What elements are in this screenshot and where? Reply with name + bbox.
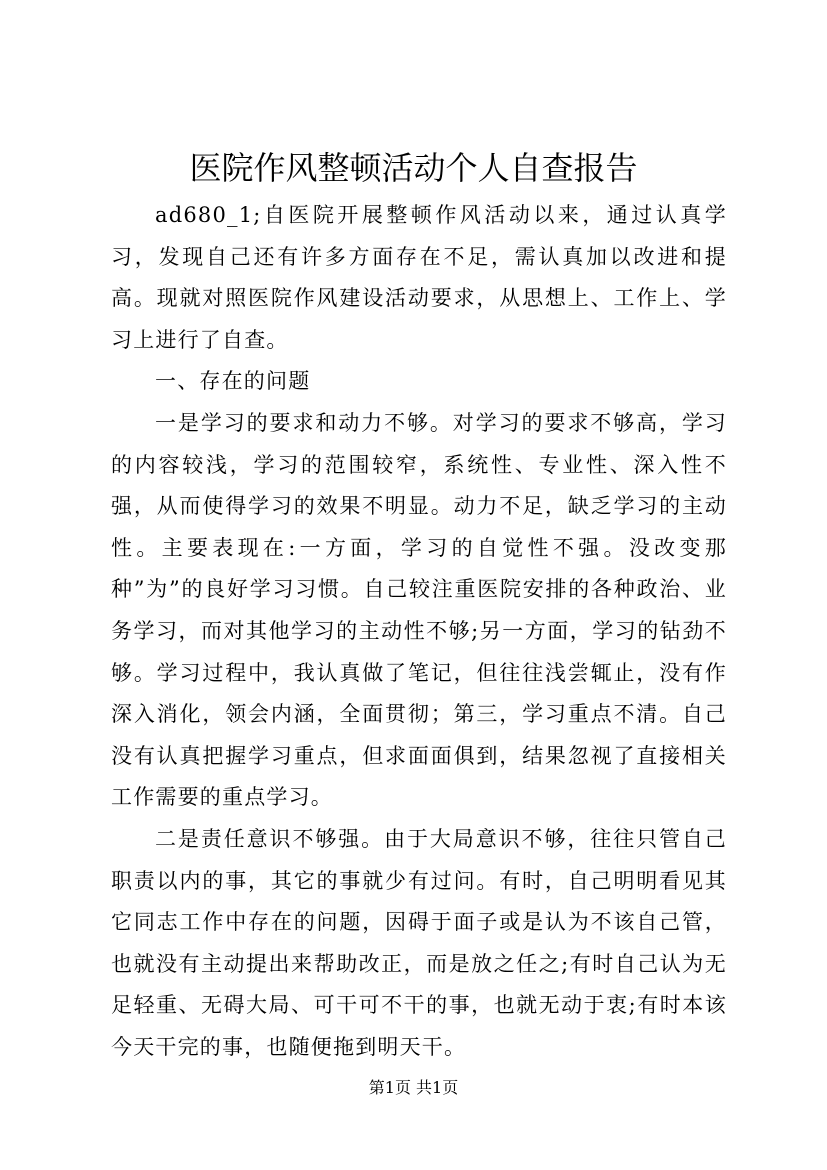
paragraph-intro: ad680_1;自医院开展整顿作风活动以来，通过认真学习，发现自己还有许多方面存在不足，需认真加以改进和提高。现就对照医院作风建设活动要求，从思想上、工作上、学习上进行了自查。 — [111, 203, 727, 352]
section-heading: 一、存在的问题 — [155, 369, 311, 394]
paragraph-learning: 一是学习的要求和动力不够。对学习的要求不够高，学习的内容较浅，学习的范围较窄，系统性、专业性、深入性不强，从而使得学习的效果不明显。动力不足，缺乏学习的主动性。主要表现在:一方面，学习的自觉性不强。没改变那种”为”的良好学习习惯。自己较注重医院安排的各种政治、业务学习，而对其他学习的主动性不够;另一方面，学习的钻劲不够。学习过程中，我认真做了笔记，但往往浅尝辄止，没有作深入消化，领会内涵，全面贯彻；第三，学习重点不清。自己没有认真把握学习重点，但求面面俱到，结果忽视了直接相关工作需要的重点学习。 — [111, 410, 727, 810]
page-footer: 第1页 共1页 — [368, 1078, 459, 1097]
document-title: 医院作风整顿活动个人自查报告 — [189, 149, 638, 187]
document-body — [111, 195, 727, 1068]
paragraph-responsibility: 二是责任意识不够强。由于大局意识不够，往往只管自己职责以内的事，其它的事就少有过问。有时，自己明明看见其它同志工作中存在的问题，因碍于面子或是认为不该自己管，也就没有主动提出来帮助改正，而是放之任之;有时自己认为无足轻重、无碍大局、可干可不干的事，也就无动于衷;有时本该今天干完的事，也随便拖到明天干。 — [111, 826, 727, 1059]
